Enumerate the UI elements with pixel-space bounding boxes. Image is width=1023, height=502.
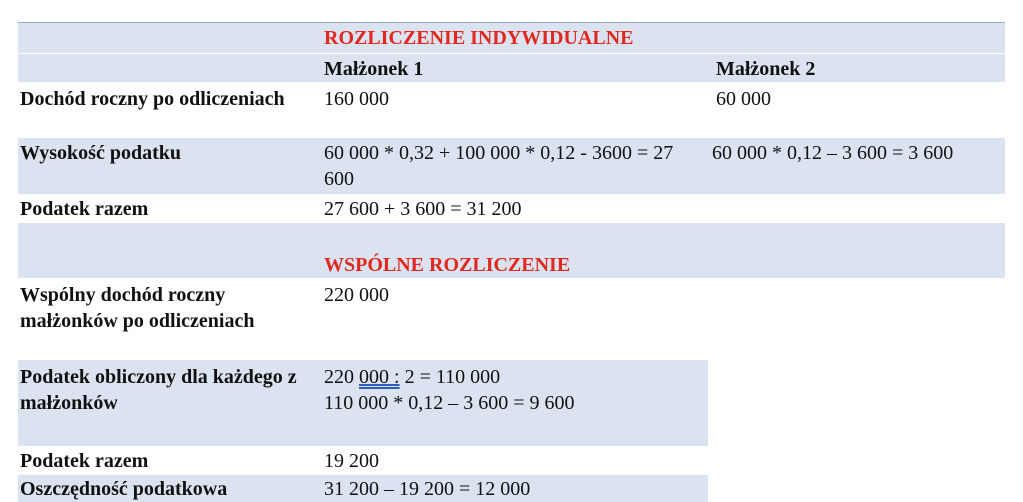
row-value-m1: 160 000 [324, 88, 389, 110]
row-label: Podatek obliczony dla każdego z małżonków [18, 360, 316, 446]
row-label: Podatek razem [20, 450, 149, 472]
table-row [18, 475, 1005, 502]
row-value-m2: 60 000 [716, 88, 771, 110]
row-value-m2: 60 000 * 0,12 – 3 600 = 3 600 [712, 142, 954, 164]
table-row [18, 138, 1005, 194]
section1-title-row [18, 23, 1005, 53]
row-value: 31 200 – 19 200 = 12 000 [316, 475, 708, 502]
table-row [18, 447, 1005, 474]
row-value: 19 200 [324, 450, 379, 472]
row-value-m1: 60 000 * 0,32 + 100 000 * 0,12 - 3600 = 27 600 [324, 142, 674, 190]
value-line-2: 110 000 * 0,12 – 3 600 = 9 600 [324, 392, 575, 414]
row-label: Podatek razem [20, 198, 149, 220]
row-label: Wysokość podatku [20, 142, 181, 164]
table-row [18, 279, 1005, 359]
table-row [18, 360, 1005, 446]
row-label: Oszczędność podatkowa [18, 475, 316, 502]
value-part: 2 = 110 000 [399, 366, 501, 388]
row-value-m1: 27 600 + 3 600 = 31 200 [324, 198, 522, 220]
header-malzonek-2: Małżonek 2 [716, 58, 816, 80]
row-label: Wspólny dochód roczny małżonków po odliczeniach [20, 284, 255, 332]
table-row [18, 83, 1005, 137]
value-part-underlined: 000 : [359, 366, 400, 388]
section1-title: ROZLICZENIE INDYWIDUALNE [324, 27, 634, 49]
header-malzonek-1: Małżonek 1 [324, 58, 424, 80]
table-row [18, 195, 1005, 222]
row-label: Dochód roczny po odliczeniach [20, 88, 285, 110]
header-row [18, 54, 1005, 82]
section2-title: WSPÓLNE ROZLICZENIE [324, 254, 571, 276]
row-value [316, 360, 708, 446]
row-value-m2 [708, 195, 1005, 222]
section2-title-row [18, 223, 1005, 278]
value-part: 220 [324, 366, 359, 388]
row-value: 220 000 [324, 284, 389, 306]
